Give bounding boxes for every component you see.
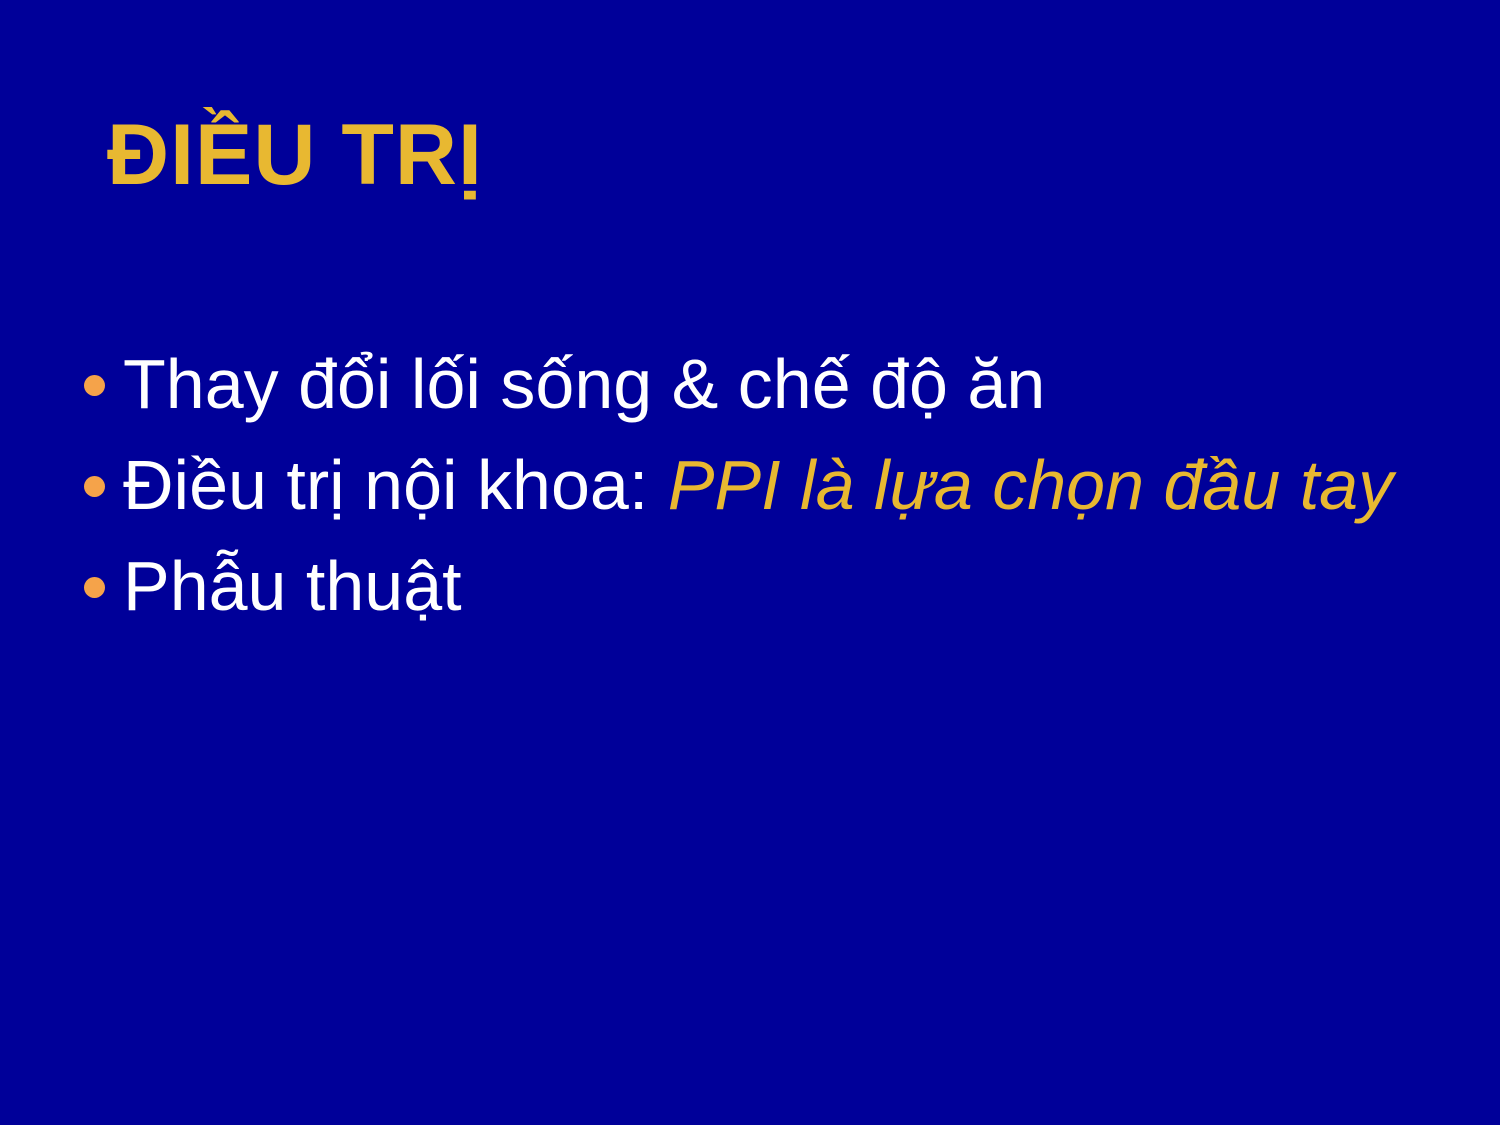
bullet-item-medical-treatment bbox=[82, 437, 1422, 533]
bullet-list bbox=[82, 336, 1422, 639]
bullet-dot-icon bbox=[84, 577, 105, 598]
bullet-accent-text: PPI là lựa chọn đầu tay bbox=[667, 446, 1394, 524]
bullet-dot-icon bbox=[84, 476, 105, 497]
bullet-item-lifestyle bbox=[82, 336, 1422, 432]
bullet-text: Phẫu thuật bbox=[123, 547, 462, 625]
bullet-text: Điều trị nội khoa: bbox=[123, 446, 668, 524]
bullet-item-surgery bbox=[82, 538, 1422, 634]
bullet-text: Thay đổi lối sống & chế độ ăn bbox=[123, 345, 1046, 423]
bullet-dot-icon bbox=[84, 375, 105, 396]
slide-title: ĐIỀU TRỊ bbox=[107, 107, 483, 203]
